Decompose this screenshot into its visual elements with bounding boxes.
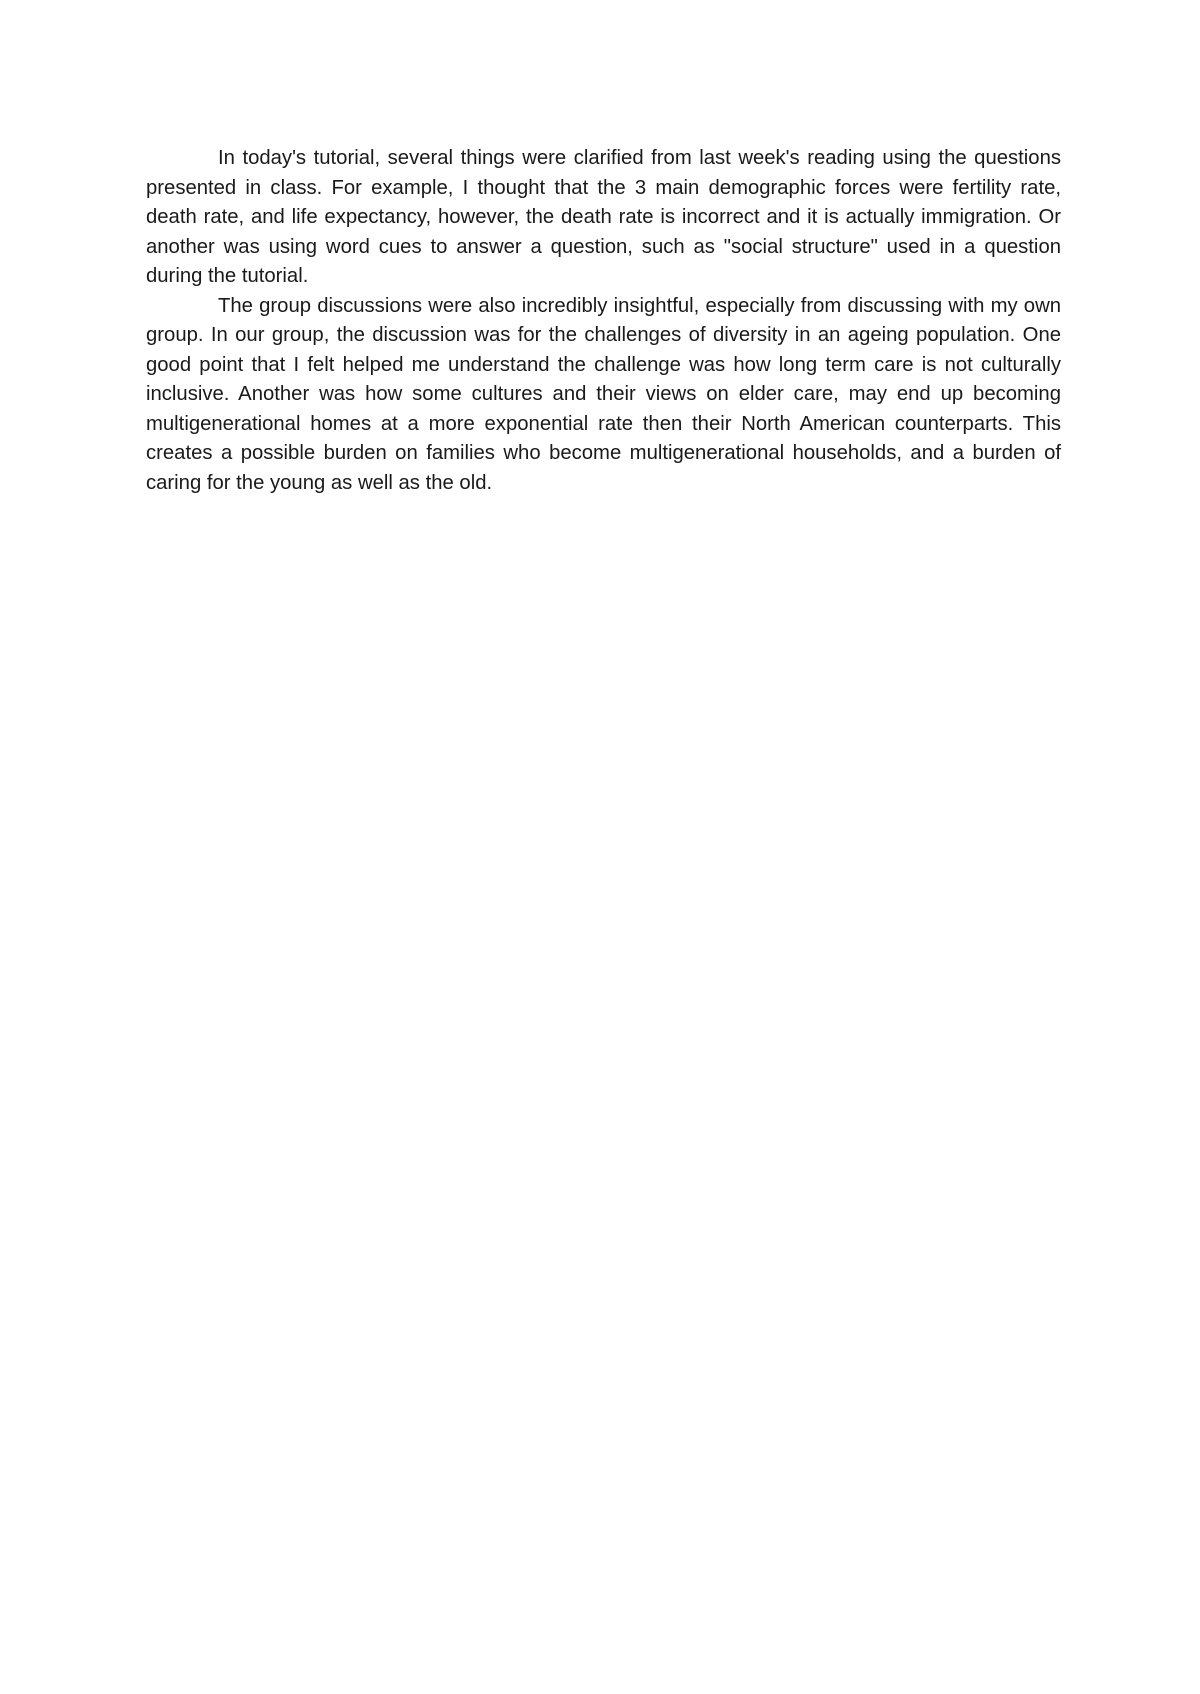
paragraph-tutorial-clarifications: In today's tutorial, several things were clarified from last week's reading using the questions presented in class. For example, I thought that the 3 main demographic forces were fertility rate, death rate, and life expectancy, however, the death rate is incorrect and it is actually immigration. Or another was using word cues to answer a question, such as "social structure" used in a question during the tutorial. <box>146 147 1061 287</box>
body-text <box>146 144 1061 498</box>
paragraph-group-discussions: The group discussions were also incredibly insightful, especially from discussing with my own group. In our group, the discussion was for the challenges of diversity in an ageing population. One good point that I felt helped me understand the challenge was how long term care is not culturally inclusive. Another was how some cultures and their views on elder care, may end up becoming multigenerational homes at a more exponential rate then their North American counterparts. This creates a possible burden on families who become multigenerational households, and a burden of caring for the young as well as the old. <box>146 294 1061 494</box>
